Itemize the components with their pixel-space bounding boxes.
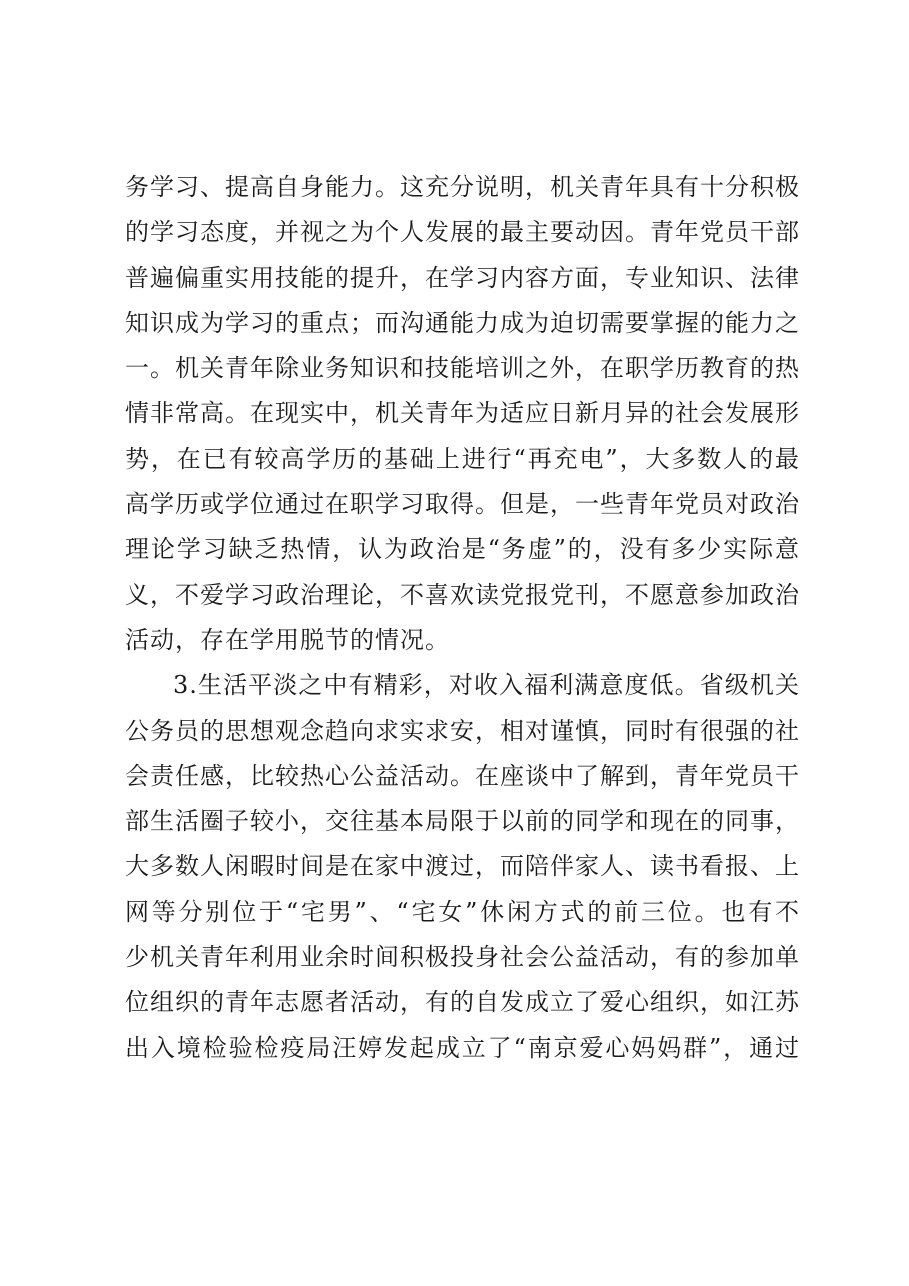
text-line: 位组织的青年志愿者活动，有的自发成立了爱心组织，如江苏 <box>125 988 800 1017</box>
text-line: 普遍偏重实用技能的提升，在学习内容方面，专业知识、法律 <box>125 263 800 292</box>
text-line: 理论学习缺乏热情，认为政治是“务虚”的，没有多少实际意 <box>125 535 800 564</box>
text-line: 公务员的思想观念趋向求实求安，相对谨慎，同时有很强的社 <box>125 716 800 745</box>
text-line: 大多数人闲暇时间是在家中渡过，而陪伴家人、读书看报、上 <box>125 852 800 881</box>
text-line: 情非常高。在现实中，机关青年为适应日新月异的社会发展形 <box>125 399 800 428</box>
text-line: 少机关青年利用业余时间积极投身社会公益活动，有的参加单 <box>125 943 800 972</box>
paragraph-2 <box>125 663 800 1071</box>
text-line: 高学历或学位通过在职学习取得。但是，一些青年党员对政治 <box>125 490 800 519</box>
text-line: 务学习、提高自身能力。这充分说明，机关青年具有十分积极 <box>125 173 800 201</box>
text-line: 网等分别位于“宅男”、“宅女”休闲方式的前三位。也有不 <box>125 897 800 926</box>
text-line: 会责任感，比较热心公益活动。在座谈中了解到，青年党员干 <box>125 761 800 790</box>
text-line: 3.生活平淡之中有精彩，对收入福利满意度低。省级机关 <box>173 671 800 700</box>
paragraph-1 <box>125 165 800 663</box>
text-line: 活动，存在学用脱节的情况。 <box>125 625 450 654</box>
text-line: 知识成为学习的重点；而沟通能力成为迫切需要掌握的能力之 <box>125 308 800 337</box>
text-line: 的学习态度，并视之为个人发展的最主要动因。青年党员干部 <box>125 218 800 247</box>
text-line: 义，不爱学习政治理论，不喜欢读党报党刊，不愿意参加政治 <box>125 580 800 609</box>
text-line: 出入境检验检疫局汪婷发起成立了“南京爱心妈妈群”，通过 <box>125 1033 800 1062</box>
text-line: 部生活圈子较小，交往基本局限于以前的同学和现在的同事， <box>125 807 800 836</box>
text-line: 势，在已有较高学历的基础上进行“再充电”，大多数人的最 <box>125 444 800 473</box>
text-line: 一。机关青年除业务知识和技能培训之外，在职学历教育的热 <box>125 354 800 383</box>
document-body <box>125 165 800 1071</box>
